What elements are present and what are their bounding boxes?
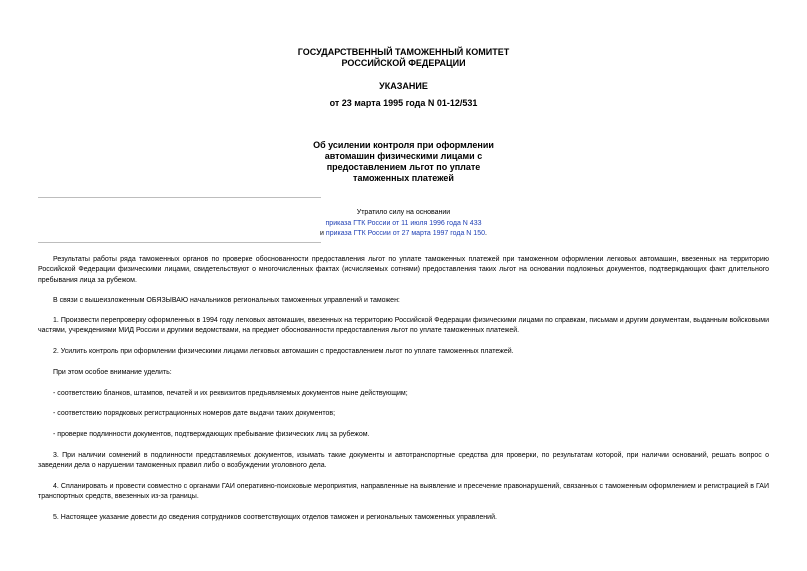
- paragraph-attention: При этом особое внимание уделить:: [53, 369, 172, 376]
- document-date-number: от 23 марта 1995 года N 01-12/531: [329, 98, 478, 108]
- title-line-1: Об усилении контроля при оформлении: [313, 140, 494, 150]
- lapsed-intro: Утратило силу на основании: [356, 209, 451, 216]
- org-name-line1: ГОСУДАРСТВЕННЫЙ ТАМОЖЕННЫЙ КОМИТЕТ: [297, 47, 510, 57]
- paragraph-item-2: 2. Усилить контроль при оформлении физическими лицами легковых автомашин с предоставлением льгот по уплате таможенных платежей.: [53, 348, 514, 355]
- title-line-2: автомашин физическими лицами с: [324, 151, 483, 161]
- list-item-numbers: - соответствию порядковых регистрационных номеров дате выдачи таких документов;: [53, 410, 336, 417]
- paragraph-item-1: 1. Произвести перепроверку оформленных в 1994 году легковых автомашин, ввезенных на территорию Российской Федерации физическими лицами по справкам, письмам и другим документам, выданным войсковыми частями, учреждениями МИД России и другими ведомствами, на предмет обоснованности предоставления льгот по уплате таможенных платежей.: [38, 317, 769, 335]
- list-item-forms: - соответствию бланков, штампов, печатей и их реквизитов предъявляемых документов ныне действующим;: [53, 390, 408, 397]
- paragraph-item-5: 5. Настоящее указание довести до сведения сотрудников соответствующих отделов таможен и региональных таможенных управлений.: [53, 514, 497, 521]
- paragraph-obligation: В связи с вышеизложенным ОБЯЗЫВАЮ начальников региональных таможенных управлений и таможен:: [53, 297, 400, 304]
- org-name-line2: РОССИЙСКОЙ ФЕДЕРАЦИИ: [341, 58, 466, 68]
- lapsed-end: .: [485, 230, 487, 237]
- order-433-link[interactable]: приказа ГТК России от 11 июля 1996 года N 433: [325, 220, 482, 227]
- lapsed-line-2: [0, 229, 807, 239]
- paragraph-item-4: 4. Спланировать и провести совместно с органами ГАИ оперативно-поисковые мероприятия, направленные на выявление и пресечение правонарушений, связанных с таможенным оформлением и регистрацией в ГАИ транспортных средств, ввезенных из-за границы.: [38, 483, 769, 501]
- lapsed-line-1: [0, 219, 807, 229]
- bottom-divider: [38, 242, 321, 243]
- list-item-authenticity: - проверке подлинности документов, подтверждающих пребывание физических лиц за рубежом.: [53, 431, 370, 438]
- lapsed-and: и: [320, 230, 324, 237]
- top-divider: [38, 197, 321, 198]
- order-150-link[interactable]: приказа ГТК России от 27 марта 1997 года N 150: [325, 230, 485, 237]
- title-line-3: предоставлением льгот по уплате: [326, 162, 481, 172]
- paragraph-item-3: 3. При наличии сомнений в подлинности представляемых документов, изымать такие документы и автотранспортные средства для проверки, по результатам которой, при наличии оснований, решать вопрос о заведении дела о нарушении таможенных правил либо о возбуждении уголовного дела.: [38, 452, 769, 470]
- title-line-4: таможенных платежей: [353, 173, 454, 183]
- document-type: УКАЗАНИЕ: [379, 81, 428, 91]
- paragraph-intro: Результаты работы ряда таможенных органов по проверке обоснованности предоставления льгот по уплате таможенных платежей при таможенном оформлении легковых автомашин, ввезенных на территорию Российской Федерации физическими лицами, свидетельствуют о многочисленных фактах (исчисляемых сотнями) предоставления таких льгот на основании подложных документов, подтверждающих факт длительного пребывания лица за рубежом.: [38, 256, 769, 284]
